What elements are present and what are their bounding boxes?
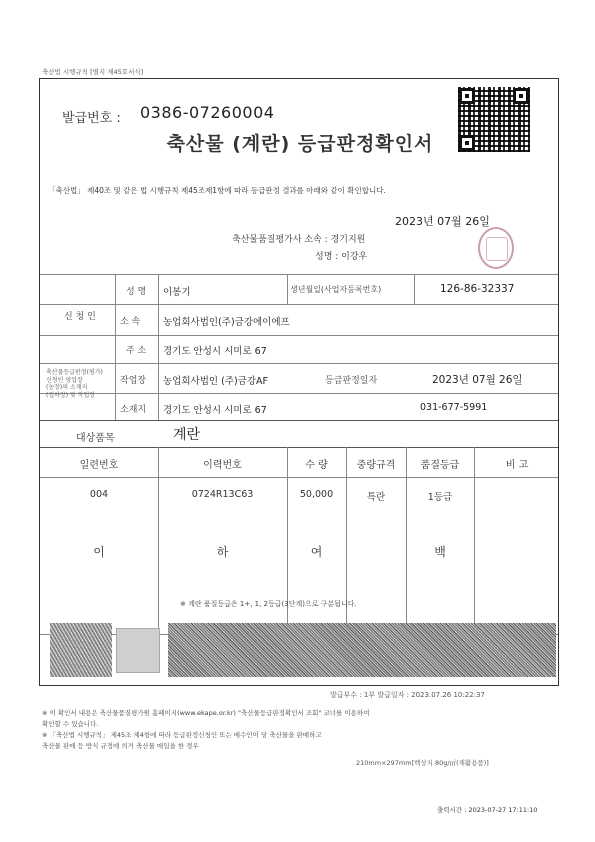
document-title: 축산물 (계란) 등급판정확인서: [166, 133, 434, 155]
business-number: 126-86-32337: [440, 283, 515, 295]
issue-number-label: 발급번호 :: [62, 111, 121, 126]
product-label: 대상품목: [76, 433, 115, 444]
note-line: ※ 이 확인서 내용은 축산물품질평가원 홈페이지(www.ekape.or.kr) "축산물등급판정확인서 조회" 코너를 이용하여: [42, 709, 370, 717]
facility-section-label: 축산물등급판정(평가) 신청인 영업장 (농장)의 소재지 (집하장) 및 작업장: [46, 369, 103, 399]
applicant-section-label: 신 청 인: [64, 312, 96, 322]
grader-organization: 축산물품질평가사 소속 : 경기지원: [232, 235, 366, 245]
paper-size-note: 210mm×297mm[백상지 80g/㎡(재활용품)]: [356, 759, 489, 767]
print-time: 출력시간 : 2023-07-27 17:11:10: [437, 806, 538, 814]
grade-footnote: ※ 계란 품질등급은 1+, 1, 2등급(3단계)으로 구분됩니다.: [180, 600, 357, 608]
table-cell: 1등급: [427, 492, 453, 503]
birth-label: 생년월일(사업자등록번호): [290, 285, 382, 294]
grading-date: 2023년 07월 26일: [432, 374, 523, 386]
location-label: 소재지: [120, 405, 147, 415]
col-trace-no: 이력번호: [203, 460, 242, 471]
issue-number: 0386-07260004: [140, 103, 275, 122]
table-cell: 여: [310, 545, 323, 559]
table-cell: 0724R13C63: [191, 489, 254, 500]
col-quantity: 수 량: [305, 460, 328, 471]
security-pattern-left: [50, 623, 112, 677]
col-grade: 품질등급: [420, 460, 460, 471]
grading-date-label: 등급판정일자: [325, 376, 378, 386]
notes-block: [42, 708, 370, 752]
table-cell: 이: [93, 545, 105, 559]
address-label: 주 소: [126, 346, 147, 356]
worksite-label: 작업장: [120, 376, 147, 386]
note-line: 축산물 판매 등 방식 규정에 의거 축산물 매입을 한 경우: [42, 742, 199, 750]
table-cell: 백: [434, 545, 446, 559]
applicant-address: 경기도 안성시 시미로 67: [163, 346, 267, 357]
intro-text: 「축산법」 제40조 및 같은 법 시행규칙 제45조제1항에 따라 등급판정 결과를 아래와 같이 확인합니다.: [48, 186, 386, 195]
security-pattern: [168, 623, 556, 677]
name-label: 성 명: [126, 287, 147, 297]
org-label: 소 속: [120, 317, 141, 327]
note-line: ※ 「축산법 시행규칙」 제45조 제4항에 따라 등급판정신청인 또는 매수인이 당 축산물을 판매하고: [42, 731, 322, 739]
table-cell: 하: [216, 545, 229, 559]
table-cell: 50,000: [299, 489, 334, 500]
table-cell: 004: [89, 489, 109, 500]
grader-name: 성명 : 이강우: [315, 252, 368, 262]
col-remarks: 비 고: [505, 460, 529, 471]
issue-meta: 발급부수 : 1부 발급일자 : 2023.07.26 10:22:37: [330, 691, 485, 699]
form-reference: 축산법 시행규칙 [별지 제45호서식]: [42, 68, 144, 76]
facility-location: 경기도 안성시 시미로 67: [163, 405, 267, 416]
note-line: 확인할 수 있습니다.: [42, 720, 99, 728]
product-name: 계란: [173, 427, 201, 443]
official-seal: [478, 227, 514, 269]
table-cell: 특란: [366, 492, 386, 503]
security-hologram: [116, 628, 160, 673]
issue-date: 2023년 07월 26일: [395, 215, 490, 228]
col-weight: 중량규격: [356, 460, 396, 471]
applicant-name: 이봉기: [163, 287, 191, 298]
certificate-frame: [39, 78, 559, 686]
col-serial: 일련번호: [79, 460, 119, 471]
worksite-name: 농업회사법인 (주)금강AF: [163, 376, 268, 387]
facility-phone: 031-677-5991: [420, 402, 488, 413]
applicant-org: 농업회사법인(주)금강에이에프: [163, 317, 290, 328]
